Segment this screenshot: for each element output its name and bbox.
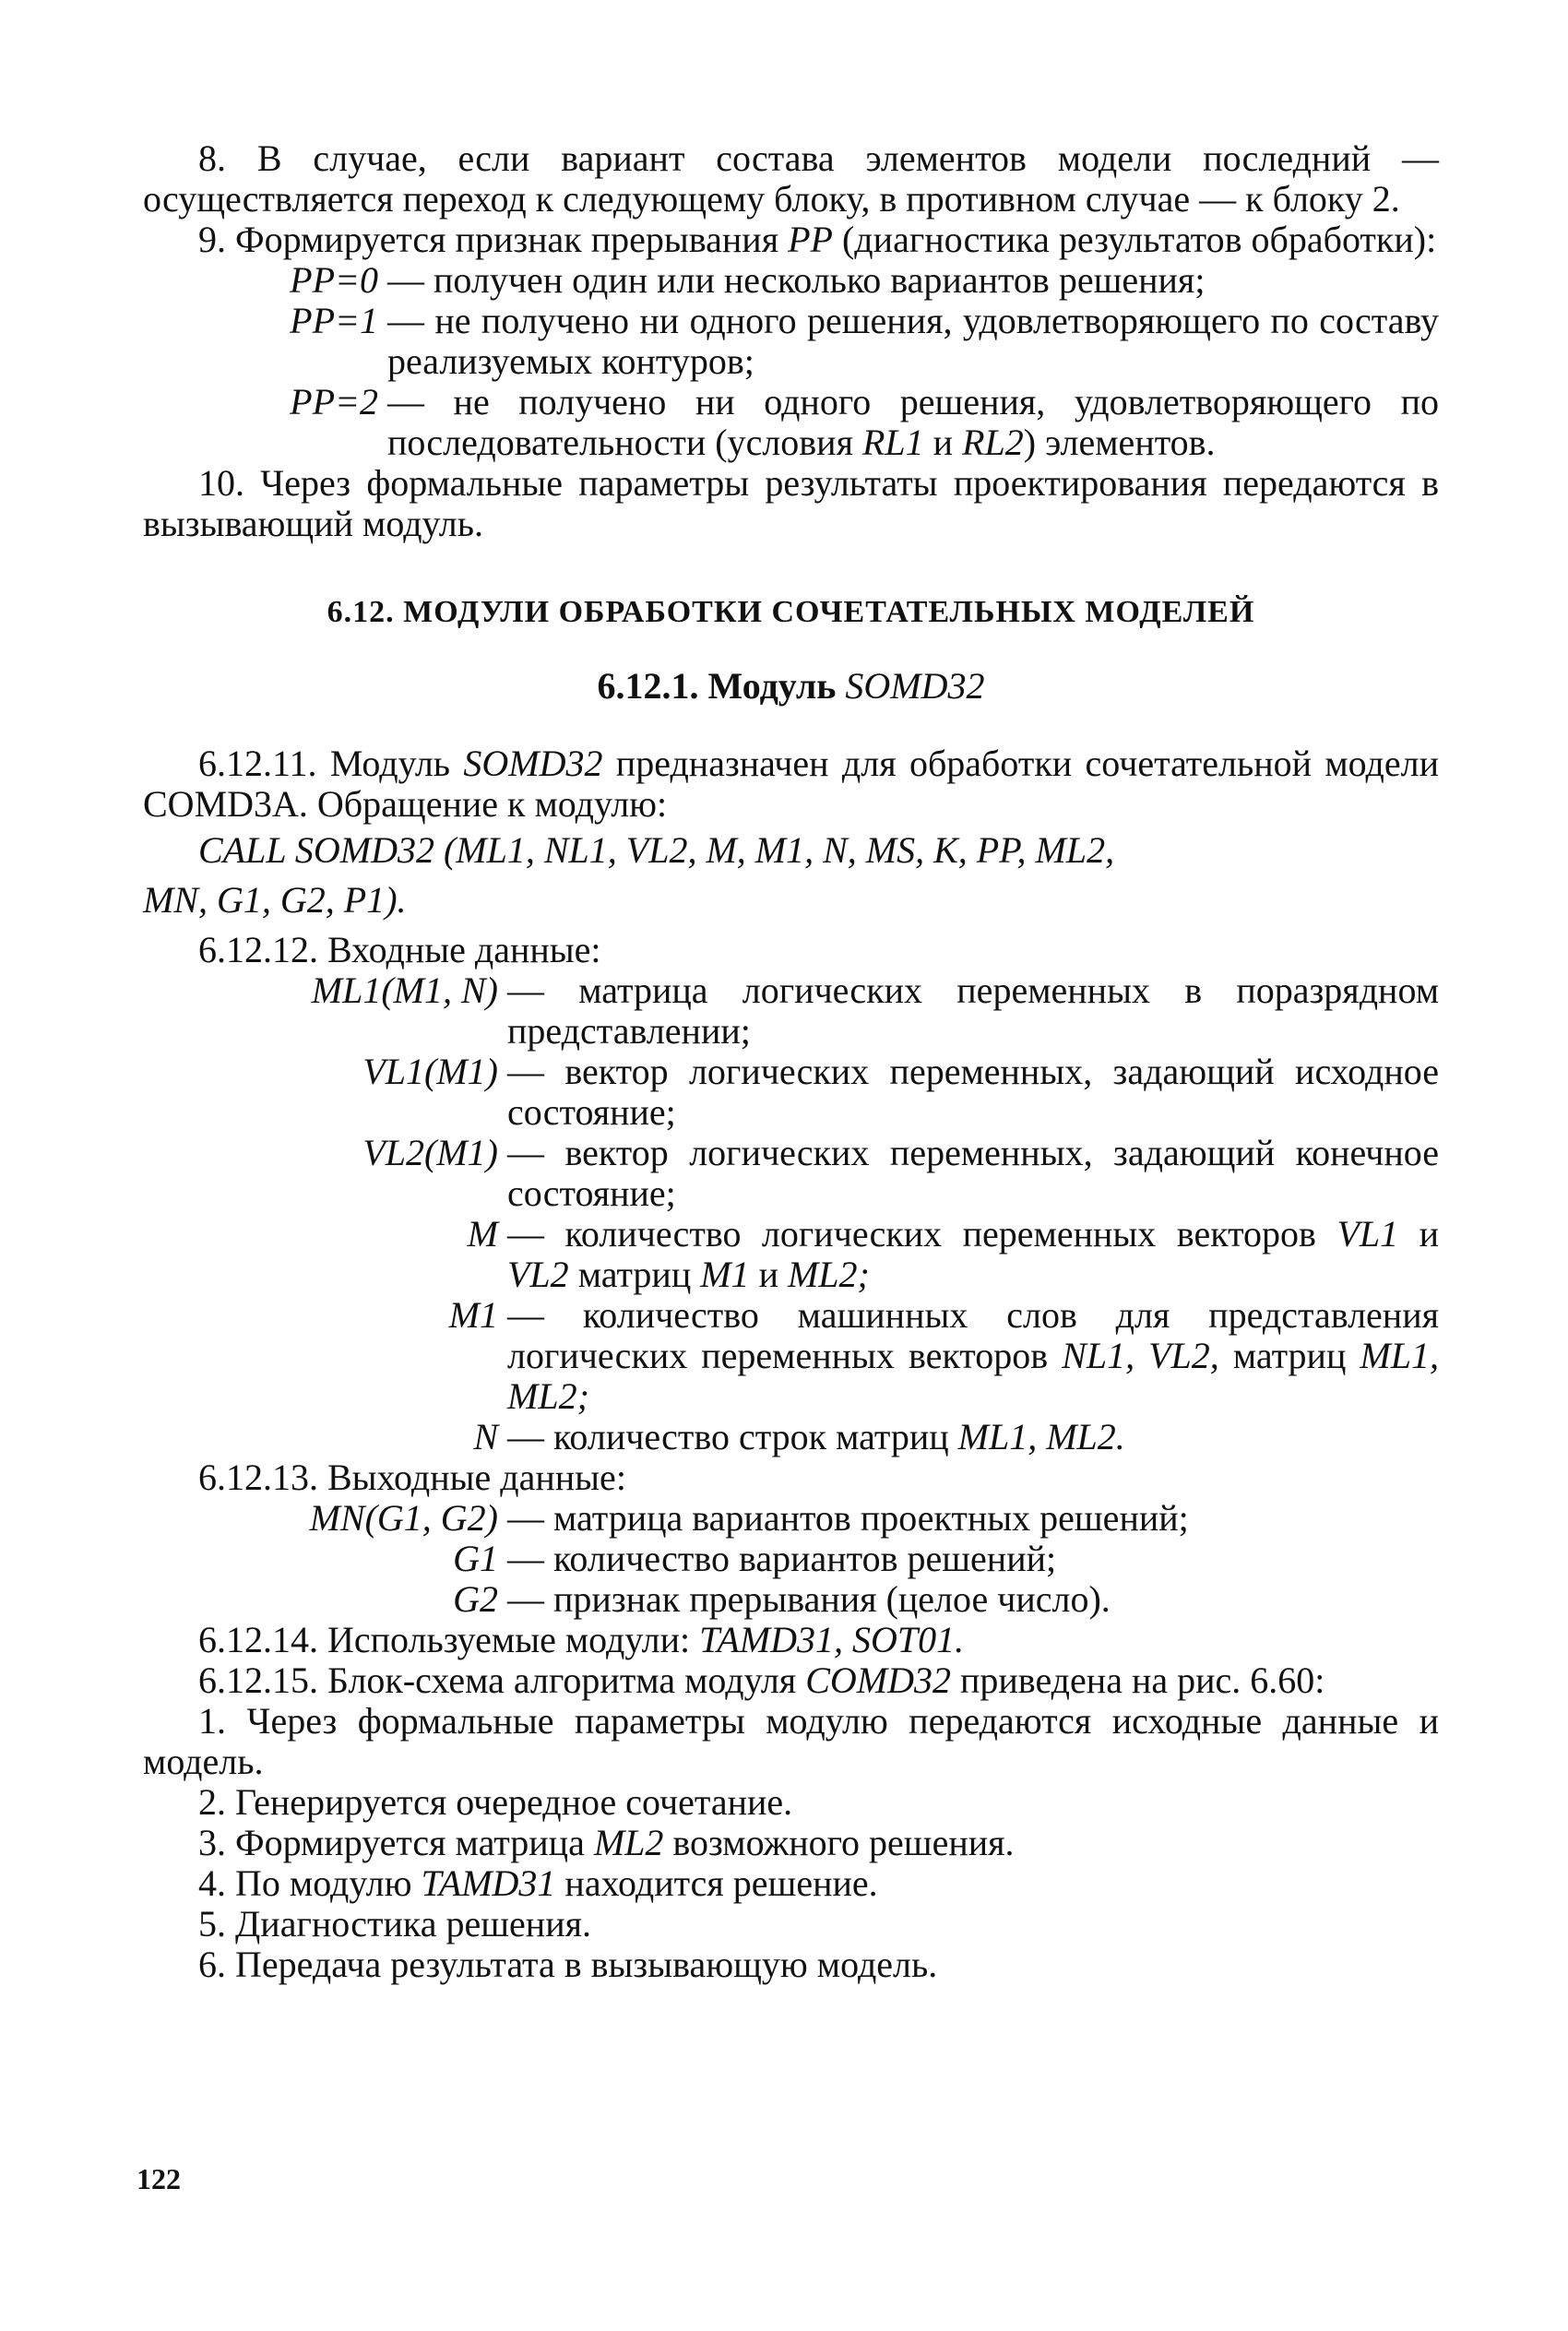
- input-term-1: VL1(M1): [362, 1051, 498, 1092]
- step-4: 4. По модулю TAMD31 находится решение.: [198, 1862, 878, 1904]
- section-title: 6.12. МОДУЛИ ОБРАБОТКИ СОЧЕТАТЕЛЬНЫХ МОДЕЛЕЙ: [327, 595, 1255, 629]
- output-def-1: [143, 1539, 1439, 1579]
- input-term-3: M: [467, 1213, 498, 1255]
- page-number: 122: [137, 2162, 181, 2195]
- output-term-2: G2: [453, 1578, 498, 1620]
- output-desc-2: — признак прерывания (целое число).: [507, 1578, 1111, 1620]
- pp-def-0: [143, 260, 1439, 301]
- input-def-4: [143, 1295, 1439, 1417]
- input-desc-0: — матрица логических переменных в поразрядном представлении;: [507, 969, 1439, 1052]
- page-body: [143, 138, 1439, 1985]
- pp-desc-1: — не получено ни одного решения, удовлетворяющего по составу реализуемых контуров;: [387, 300, 1439, 382]
- output-def-0: [143, 1498, 1439, 1539]
- input-def-0: [143, 970, 1439, 1052]
- input-desc-3: — количество логических переменных векторов VL1 и VL2 матриц M1 и ML2;: [507, 1213, 1440, 1295]
- pp-term-0: PP=0: [290, 259, 378, 301]
- output-term-0: MN(G1, G2): [309, 1497, 498, 1539]
- call-line-1: CALL SOMD32 (ML1, NL1, VL2, M, M1, N, MS, K, PP, ML2,: [198, 829, 1115, 871]
- output-desc-0: — матрица вариантов проектных решений;: [507, 1497, 1189, 1539]
- p9-text-b: (диагностика результатов обработки):: [832, 219, 1437, 260]
- call-line-2: MN, G1, G2, P1).: [143, 879, 407, 921]
- pp-def-1: [143, 301, 1439, 382]
- input-desc-1: — вектор логических переменных, задающий исходное состояние;: [507, 1051, 1439, 1133]
- input-desc-4: — количество машинных слов для представления логических переменных векторов NL1, VL2, матриц ML1, ML2;: [507, 1294, 1439, 1417]
- paragraph-10: 10. Через формальные параметры результаты проектирования передаются в вызывающий модуль.: [143, 462, 1439, 544]
- pp-term-2: PP=2: [290, 381, 378, 422]
- p9-text-a: 9. Формируется признак прерывания: [198, 219, 789, 260]
- paragraph-6-12-11: 6.12.11. Модуль SOMD32 предназначен для обработки сочетательной модели COMD3A. Обращение к модулю:: [143, 743, 1440, 825]
- pp-desc-0: — получен один или несколько вариантов решения;: [387, 259, 1206, 301]
- input-def-1: [143, 1052, 1439, 1133]
- input-term-5: N: [473, 1416, 498, 1457]
- pp-desc-2: — не получено ни одного решения, удовлетворяющего по последовательности (условия RL1 и RL2) элементов.: [387, 381, 1439, 463]
- input-term-0: ML1(M1, N): [311, 969, 498, 1011]
- paragraph-6-12-15: 6.12.15. Блок-схема алгоритма модуля COMD32 приведена на рис. 6.60:: [198, 1659, 1325, 1701]
- pp-term-1: PP=1: [290, 300, 378, 341]
- step-3: 3. Формируется матрица ML2 возможного решения.: [198, 1822, 1015, 1863]
- input-def-3: [143, 1214, 1439, 1295]
- pp-def-2: [143, 382, 1439, 463]
- paragraph-8: 8. В случае, если вариант состава элементов модели последний — осуществляется переход к следующему блоку, в противном случае — к блоку 2.: [143, 137, 1439, 220]
- step-6: 6. Передача результата в вызывающую модель.: [198, 1944, 938, 1985]
- outputs-heading: 6.12.13. Выходные данные:: [198, 1457, 626, 1498]
- p9-pp: PP: [788, 219, 833, 260]
- paragraph-9: [143, 220, 1439, 260]
- input-desc-5: — количество строк матриц ML1, ML2.: [507, 1416, 1125, 1457]
- inputs-heading: 6.12.12. Входные данные:: [198, 929, 601, 970]
- output-term-1: G1: [453, 1538, 498, 1579]
- output-def-2: [143, 1579, 1439, 1620]
- input-term-2: VL2(M1): [362, 1132, 498, 1173]
- output-desc-1: — количество вариантов решений;: [507, 1538, 1057, 1579]
- step-5: 5. Диагностика решения.: [198, 1903, 591, 1944]
- paragraph-6-12-14: 6.12.14. Используемые модули: TAMD31, SOT01.: [198, 1619, 965, 1660]
- step-1: 1. Через формальные параметры модулю передаются исходные данные и модель.: [143, 1700, 1439, 1782]
- step-2: 2. Генерируется очередное сочетание.: [198, 1781, 793, 1823]
- input-def-2: [143, 1133, 1439, 1214]
- input-term-4: M1: [448, 1294, 498, 1336]
- input-desc-2: — вектор логических переменных, задающий конечное состояние;: [507, 1132, 1439, 1214]
- subsection-title: 6.12.1. Модуль SOMD32: [597, 665, 985, 707]
- input-def-5: [143, 1417, 1439, 1457]
